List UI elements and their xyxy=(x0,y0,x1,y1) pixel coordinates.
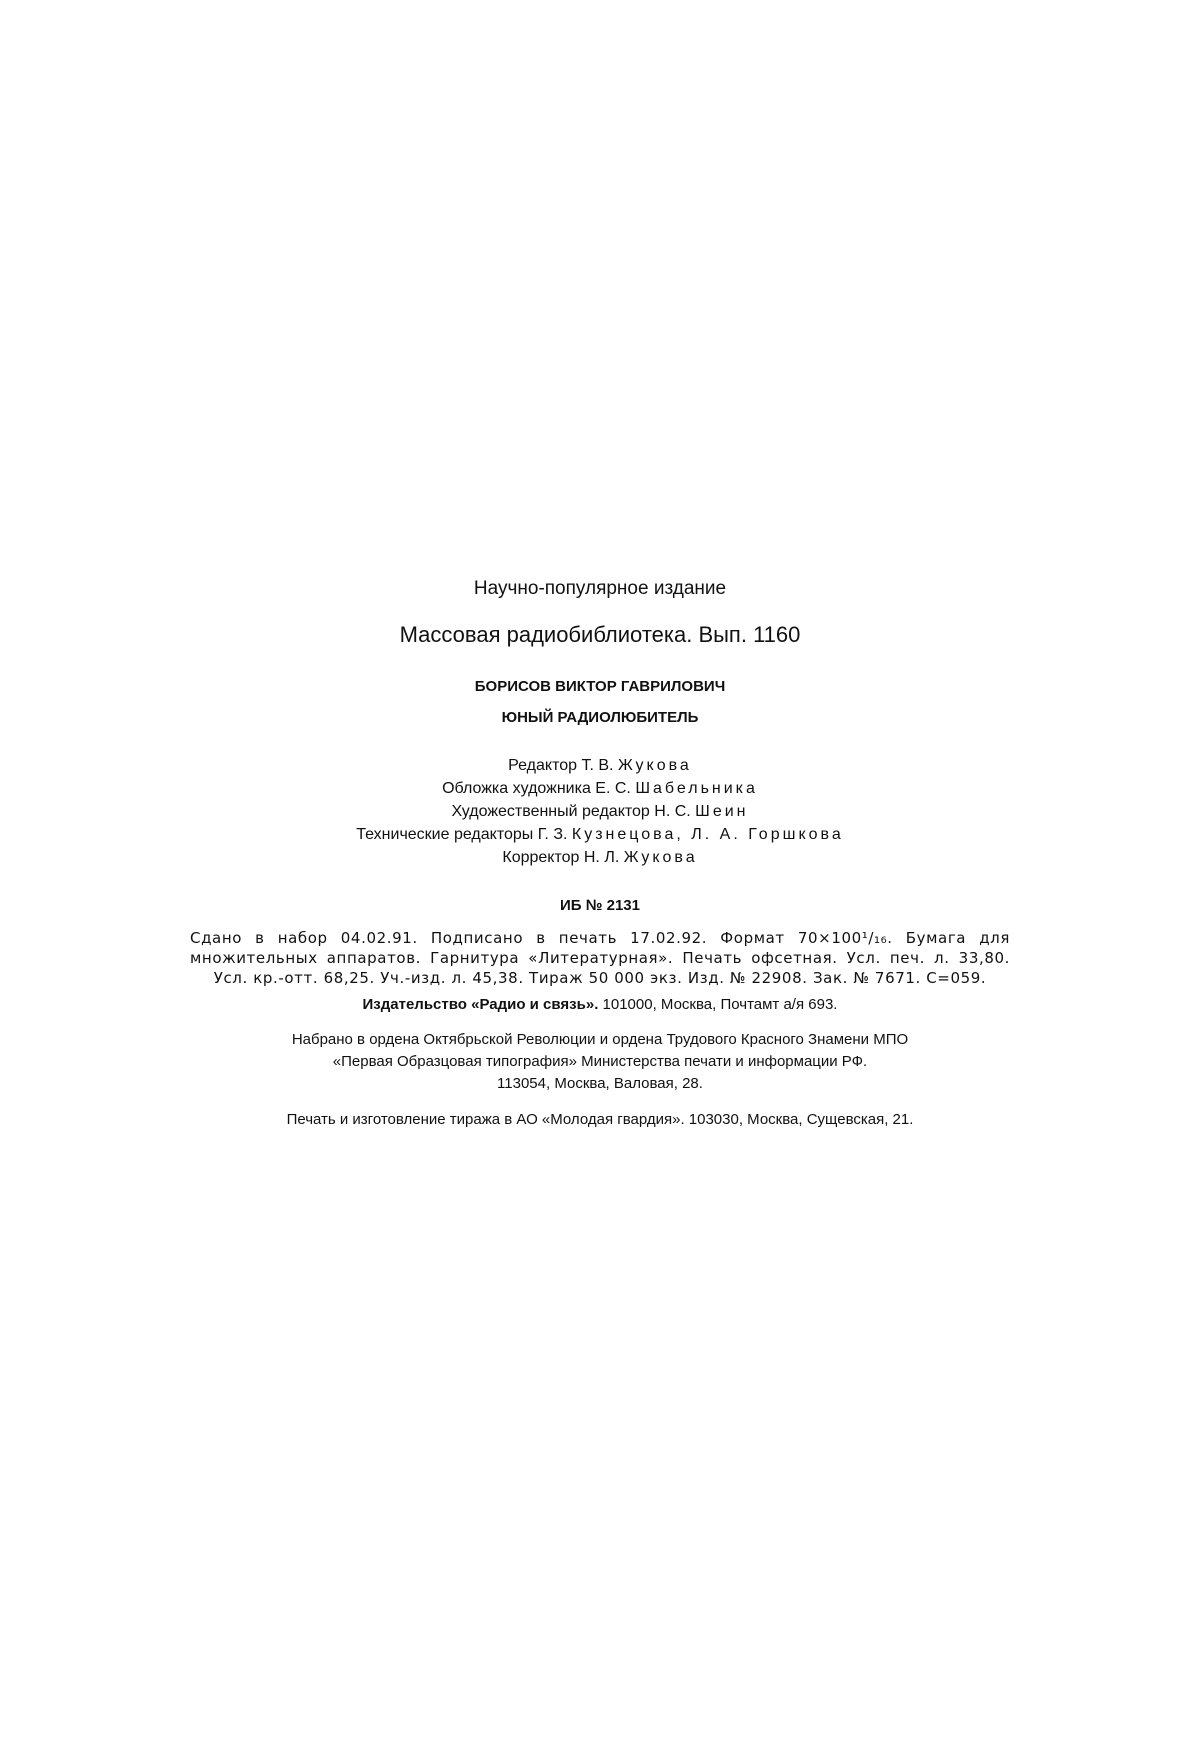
colophon-block xyxy=(190,578,1010,1128)
print-info-paragraph: Сдано в набор 04.02.91. Подписано в печать 17.02.92. Формат 70×100¹/₁₆. Бумага для множительных аппаратов. Гарнитура «Литературная». Печать офсетная. Усл. печ. л. 33,80. Усл. кр.-отт. 68,25. Уч.-изд. л. 45,38. Тираж 50 000 экз. Изд. № 22908. Зак. № 7671. С=059. xyxy=(190,929,1010,987)
publisher-line xyxy=(190,996,1010,1013)
ib-number: ИБ № 2131 xyxy=(560,897,640,914)
credit-art-editor xyxy=(190,800,1010,823)
credit-name: Шеин xyxy=(695,803,749,820)
publisher-name: Издательство «Радио и связь». xyxy=(362,996,599,1013)
credit-name: Шабельника xyxy=(635,780,758,797)
publisher-address: 101000, Москва, Почтамт а/я 693. xyxy=(602,996,838,1013)
series-type: Научно-популярное издание xyxy=(473,578,727,599)
credit-cover-artist xyxy=(190,777,1010,800)
credit-role: Художественный редактор Н. С. xyxy=(451,803,691,820)
credit-role: Корректор Н. Л. xyxy=(502,849,620,866)
credit-editor xyxy=(190,754,1010,777)
typeset-line: 113054, Москва, Валовая, 28. xyxy=(497,1075,703,1092)
credit-role: Обложка художника Е. С. xyxy=(442,780,631,797)
credits-list xyxy=(190,754,1010,869)
typeset-line: «Первая Образцовая типография» Министерства печати и информации РФ. xyxy=(332,1053,868,1070)
printer-line: Печать и изготовление тиража в АО «Молодая гвардия». 103030, Москва, Сущевская, 21. xyxy=(286,1111,914,1128)
credit-proofreader xyxy=(190,846,1010,869)
book-title: ЮНЫЙ РАДИОЛЮБИТЕЛЬ xyxy=(501,709,699,726)
author-name: БОРИСОВ ВИКТОР ГАВРИЛОВИЧ xyxy=(474,678,726,695)
credit-role: Технические редакторы Г. З. xyxy=(356,826,568,843)
credit-name: Жукова xyxy=(617,757,692,774)
credit-technical-editors xyxy=(190,823,1010,846)
typeset-line: Набрано в ордена Октябрьской Революции и ордена Трудового Красного Знамени МПО xyxy=(291,1031,909,1048)
credit-name: Кузнецова, Л. А. Горшкова xyxy=(571,826,844,843)
credit-name: Жукова xyxy=(623,849,698,866)
typesetting-info xyxy=(190,1029,1010,1095)
series-title: Массовая радиобиблиотека. Вып. 1160 xyxy=(399,622,801,647)
credit-role: Редактор Т. В. xyxy=(508,757,614,774)
